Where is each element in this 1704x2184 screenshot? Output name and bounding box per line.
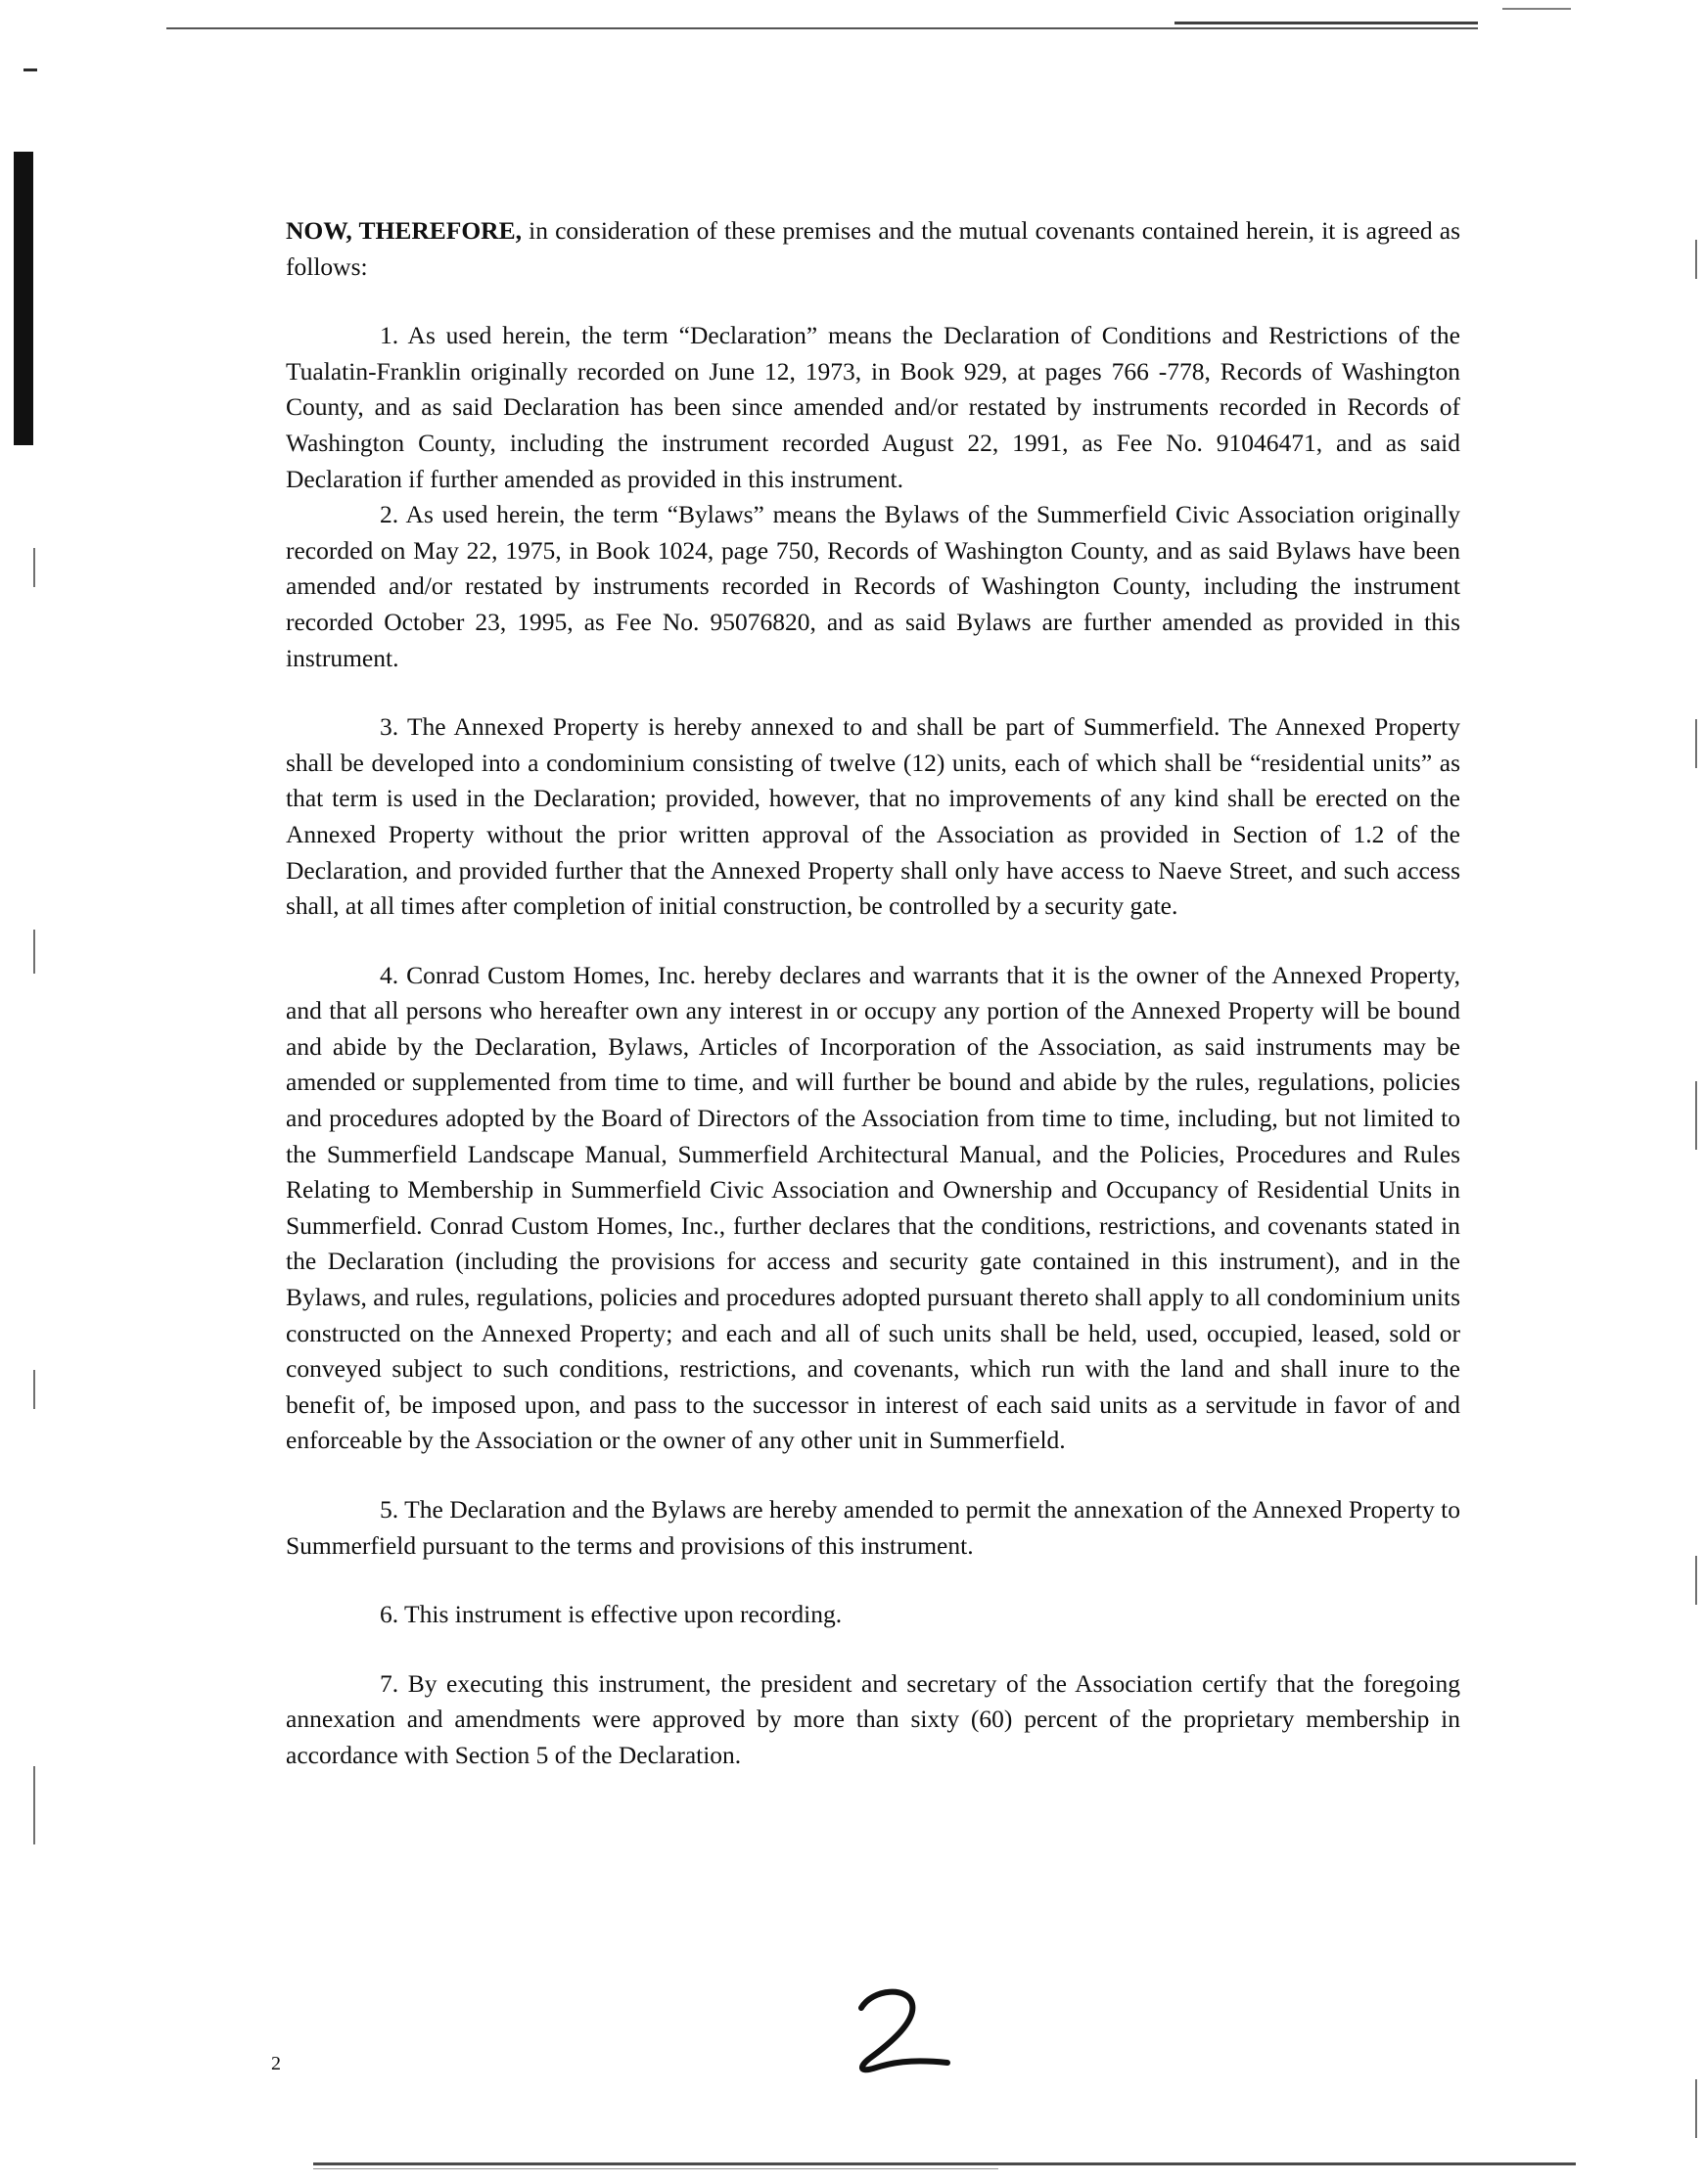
paragraph-2: 2. As used herein, the term “Bylaws” means the Bylaws of the Summerfield Civic Association originally recorded on May 22, 1975, in Book 1024, page 750, Records of Washington County, and as said Bylaws have been amended and/or restated by instruments recorded in Records of Washington County, including the instrument recorded October 23, 1995, as Fee No. 95076820, and as said Bylaws are further amended as provided in this instrument. <box>286 500 1460 672</box>
paragraph-1: 1. As used herein, the term “Declaration” means the Declaration of Conditions and Restrictions of the Tualatin-Franklin originally recorded on June 12, 1973, in Book 929, at pages 766 -778, Records of Washington County, and as said Declaration has been since amended and/or restated by instruments recorded in Records of Washington County, including the instrument recorded August 22, 1991, as Fee No. 91046471, and as said Declaration if further amended as provided in this instrument. <box>286 321 1460 493</box>
scan-edge-bottom <box>313 2162 1576 2165</box>
paragraph-5: 5. The Declaration and the Bylaws are hereby amended to permit the annexation of the Annexed Property to Summerfield pursuant to the terms and provisions of this instrument. <box>286 1495 1460 1560</box>
scan-margin-mark <box>33 1370 35 1409</box>
scan-mark-top-right <box>1502 8 1571 10</box>
intro-paragraph <box>286 213 1460 285</box>
scan-margin-mark <box>1695 240 1697 279</box>
scan-margin-mark <box>1695 1081 1697 1150</box>
scan-edge-top <box>166 27 1478 29</box>
intro-text: in consideration of these premises and the mutual covenants contained herein, it is agreed as follows: <box>286 216 1461 281</box>
paragraph-6: 6. This instrument is effective upon recording. <box>380 1600 843 1629</box>
scan-margin-mark <box>1695 719 1697 768</box>
handwritten-page-number <box>852 1986 959 2074</box>
scan-edge-bottom-thin <box>313 2168 998 2169</box>
scan-margin-mark <box>33 548 35 587</box>
scan-mark-left <box>23 68 37 71</box>
paragraph-3: 3. The Annexed Property is hereby annexed to and shall be part of Summerfield. The Annexed Property shall be developed into a condominium consisting of twelve (12) units, each of which shall be “residential units” as that term is used in the Declaration; provided, however, that no improvements of any kind shall be erected on the Annexed Property without the prior written approval of the Association as provided in Section of 1.2 of the Declaration, and provided further that the Annexed Property shall only have access to Naeve Street, and such access shall, at all times after completion of initial construction, be controlled by a security gate. <box>286 712 1460 921</box>
scan-binding-bar <box>14 152 33 445</box>
paragraph-7: 7. By executing this instrument, the president and secretary of the Association certify that the foregoing annexation and amendments were approved by more than sixty (60) percent of the proprietary membership in accordance with Section 5 of the Declaration. <box>286 1668 1460 1769</box>
paragraph-4: 4. Conrad Custom Homes, Inc. hereby declares and warrants that it is the owner of the Annexed Property, and that all persons who hereafter own any interest in or occupy any portion of the Annexed Property will be bound and abide by the Declaration, Bylaws, Articles of Incorporation of the Association, as said instruments may be amended or supplemented from time to time, and will further be bound and abide by the rules, regulations, policies and procedures adopted by the Board of Directors of the Association from time to time, including, but not limited to the Summerfield Landscape Manual, Summerfield Architectural Manual, and the Policies, Procedures and Rules Relating to Membership in Summerfield Civic Association and Ownership and Occupancy of Residential Units in Summerfield. Conrad Custom Homes, Inc., further declares that the conditions, restrictions, and covenants stated in the Declaration (including the provisions for access and security gate contained in this instrument), and in the Bylaws, and rules, regulations, policies and procedures adopted pursuant thereto shall apply to all condominium units constructed on the Annexed Property; and each and all of such units shall be held, used, occupied, leased, sold or conveyed subject to such conditions, restrictions, and covenants, which run with the land and shall inure to the benefit of, be imposed upon, and pass to the successor in interest of each said units as a servitude in favor of and enforceable by the Association or the owner of any other unit in Summerfield. <box>286 960 1460 1455</box>
page-number: 2 <box>271 2053 281 2074</box>
scan-margin-mark <box>1695 1556 1697 1605</box>
scan-margin-mark <box>33 930 35 974</box>
scan-margin-mark <box>1695 2079 1697 2138</box>
document-body <box>286 213 1460 1774</box>
scan-margin-mark <box>33 1766 35 1844</box>
binding-hole <box>35 333 39 337</box>
intro-lead: NOW, THEREFORE, <box>286 216 522 245</box>
scan-edge-top-heavy <box>1174 22 1478 24</box>
binding-hole <box>35 428 39 432</box>
